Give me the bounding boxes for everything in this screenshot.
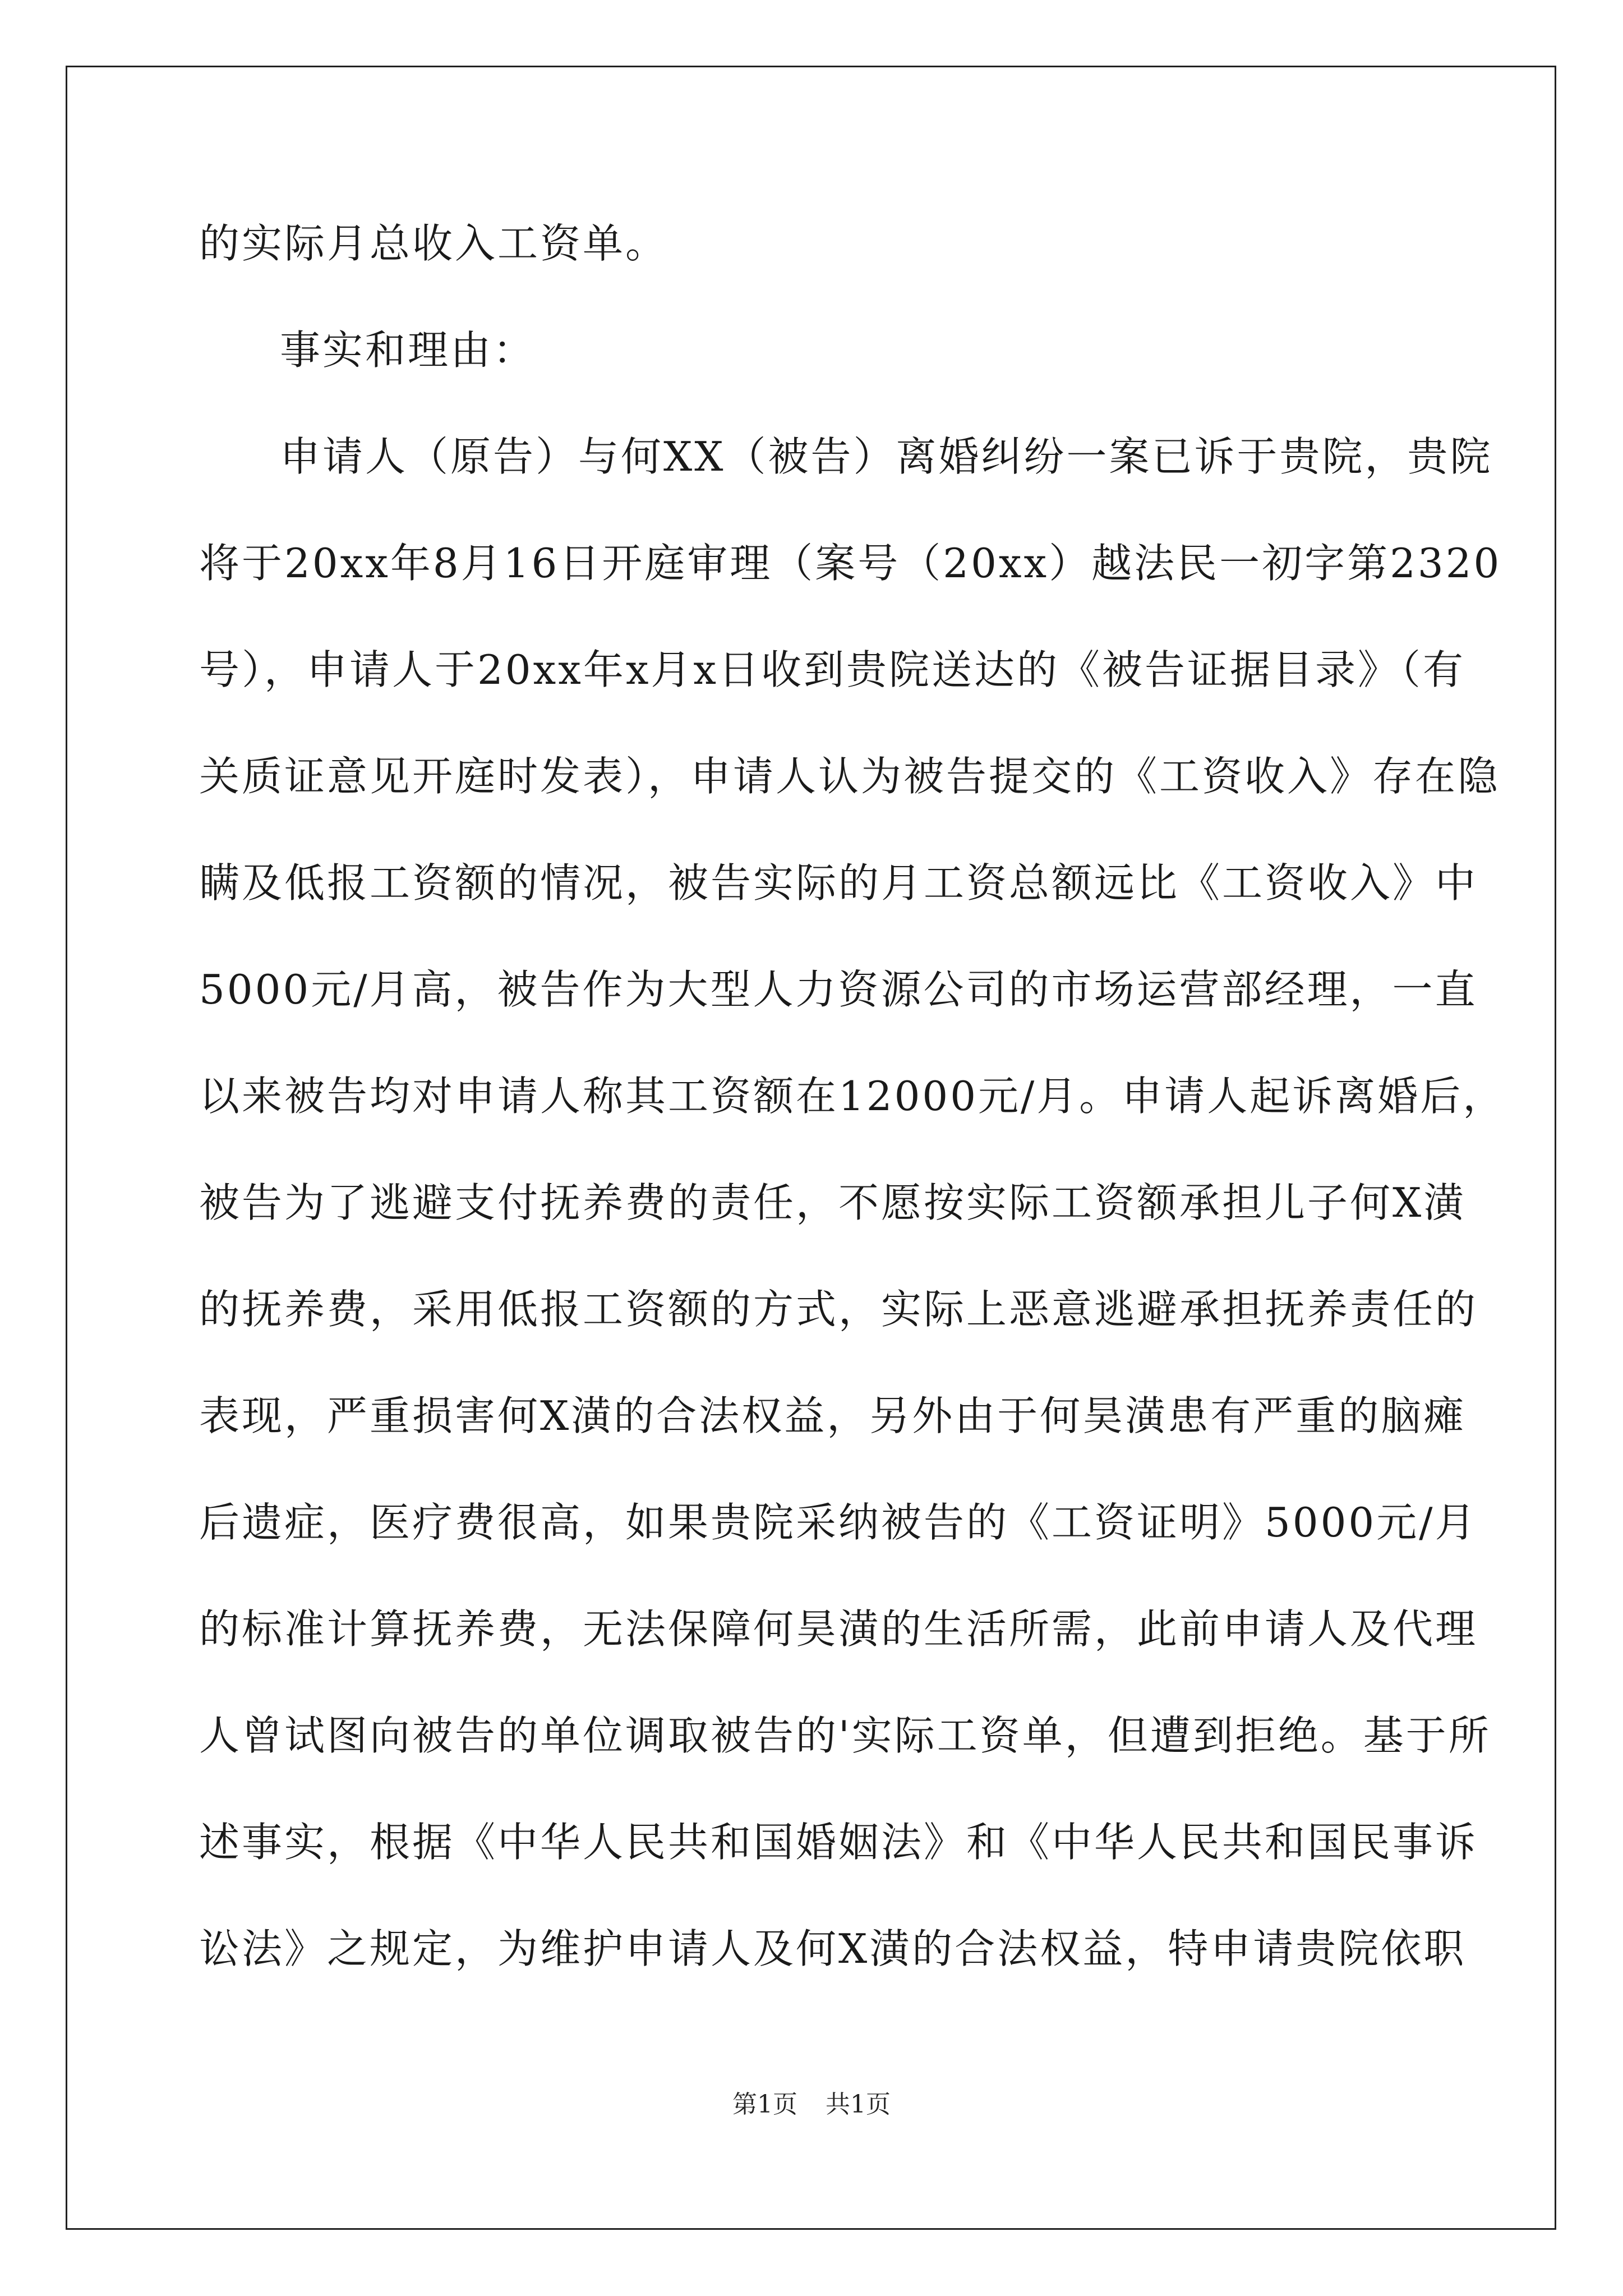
text-line-15: 人曾试图向被告的单位调取被告的'实际工资单，但遭到拒绝。基于所 — [199, 1712, 1491, 1759]
text-line-5: 号），申请人于20xx年x月x日收到贵院送达的《被告证据目录》（有 — [199, 646, 1466, 693]
text-line-8: 5000元/月高，被告作为大型人力资源公司的市场运营部经理，一直 — [199, 966, 1478, 1013]
text-line-9: 以来被告均对申请人称其工资额在12000元/月。申请人起诉离婚后， — [199, 1073, 1506, 1120]
page-footer — [0, 2088, 1623, 2122]
text-line-7: 瞒及低报工资额的情况，被告实际的月工资总额远比《工资收入》中 — [199, 859, 1478, 907]
text-line-14: 的标准计算抚养费，无法保障何昊潢的生活所需，此前申请人及代理 — [199, 1605, 1478, 1653]
page-total: 共1页 — [826, 2090, 891, 2119]
text-line-6: 关质证意见开庭时发表），申请人认为被告提交的《工资收入》存在隐 — [199, 753, 1501, 800]
text-line-2: 事实和理由： — [280, 326, 536, 374]
text-line-11: 的抚养费，采用低报工资额的方式，实际上恶意逃避承担抚养责任的 — [199, 1286, 1478, 1333]
text-line-17: 讼法》之规定，为维护申请人及何X潢的合法权益，特申请贵院依职 — [199, 1925, 1467, 1972]
text-line-3: 申请人（原告）与何XX（被告）离婚纠纷一案已诉于贵院，贵院 — [280, 433, 1493, 480]
text-line-16: 述事实，根据《中华人民共和国婚姻法》和《中华人民共和国民事诉 — [199, 1819, 1478, 1866]
page-number: 第1页 — [732, 2090, 797, 2119]
text-line-12: 表现，严重损害何X潢的合法权益，另外由于何昊潢患有严重的脑瘫 — [199, 1392, 1467, 1439]
text-line-1: 的实际月总收入工资单。 — [199, 220, 668, 267]
page-border — [66, 66, 1556, 2230]
text-line-13: 后遗症，医疗费很高，如果贵院采纳被告的《工资证明》5000元/月 — [199, 1499, 1478, 1546]
text-line-4: 将于20xx年8月16日开庭审理（案号（20xx）越法民一初字第2320 — [199, 540, 1502, 587]
text-line-10: 被告为了逃避支付抚养费的责任，不愿按实际工资额承担儿子何X潢 — [199, 1179, 1467, 1226]
